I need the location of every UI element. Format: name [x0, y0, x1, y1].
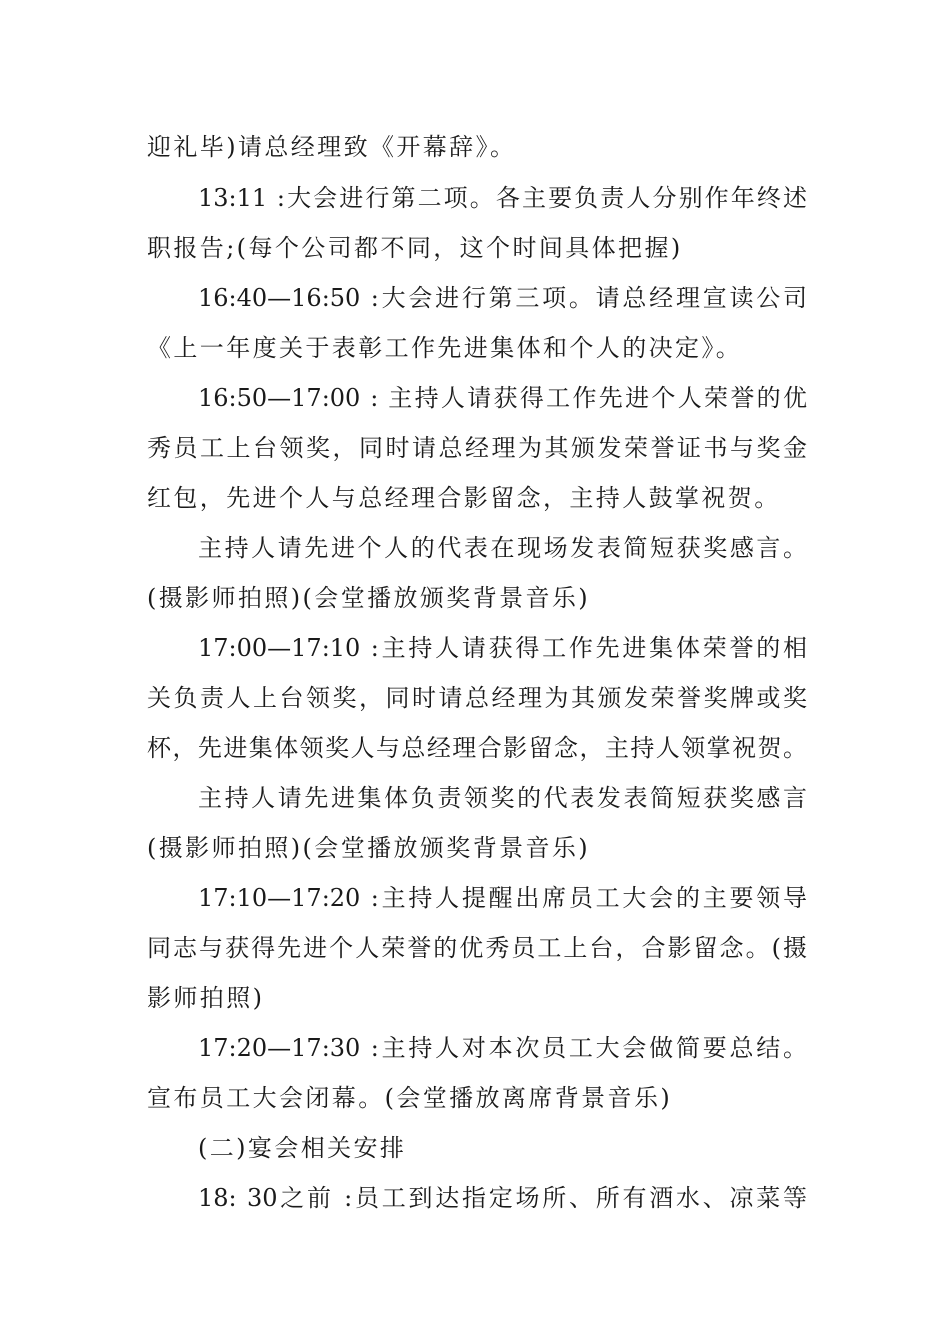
text-line: 主持人请先进集体负责领奖的代表发表简短获奖感言 [198, 784, 807, 812]
text-line: 18: 30之前 :员工到达指定场所、所有酒水、凉菜等 [198, 1184, 807, 1212]
text-line: 《上一年度关于表彰工作先进集体和个人的决定》。 [147, 334, 743, 362]
text-line: 杯，先进集体领奖人与总经理合影留念，主持人领掌祝贺。 [147, 734, 807, 762]
text-line: 关负责人上台领奖，同时请总经理为其颁发荣誉奖牌或奖 [147, 684, 807, 712]
text-line: 影师拍照) [147, 984, 265, 1012]
text-line: 迎礼毕)请总经理致《开幕辞》。 [147, 133, 517, 161]
text-line: 主持人请先进个人的代表在现场发表简短获奖感言。 [198, 534, 807, 562]
text-line: 16:50—17:00 : 主持人请获得工作先进个人荣誉的优 [198, 384, 807, 412]
text-line: 同志与获得先进个人荣誉的优秀员工上台，合影留念。(摄 [147, 934, 807, 962]
text-line: (摄影师拍照)(会堂播放颁奖背景音乐) [147, 584, 591, 612]
text-line: 17:00—17:10 :主持人请获得工作先进集体荣誉的相 [198, 634, 807, 662]
text-line: 16:40—16:50 :大会进行第三项。请总经理宣读公司 [198, 284, 807, 312]
text-line: 17:10—17:20 :主持人提醒出席员工大会的主要领导 [198, 884, 807, 912]
text-line: 13:11 :大会进行第二项。各主要负责人分别作年终述 [198, 184, 807, 212]
text-line: 宣布员工大会闭幕。(会堂播放离席背景音乐) [147, 1084, 673, 1112]
text-line: 17:20—17:30 :主持人对本次员工大会做简要总结。 [198, 1034, 807, 1062]
text-line: 红包，先进个人与总经理合影留念，主持人鼓掌祝贺。 [147, 484, 781, 512]
text-line: 职报告;(每个公司都不同，这个时间具体把握) [147, 234, 683, 262]
text-line: (摄影师拍照)(会堂播放颁奖背景音乐) [147, 834, 591, 862]
section-heading: (二)宴会相关安排 [198, 1134, 407, 1162]
text-line: 秀员工上台领奖，同时请总经理为其颁发荣誉证书与奖金 [147, 434, 807, 462]
